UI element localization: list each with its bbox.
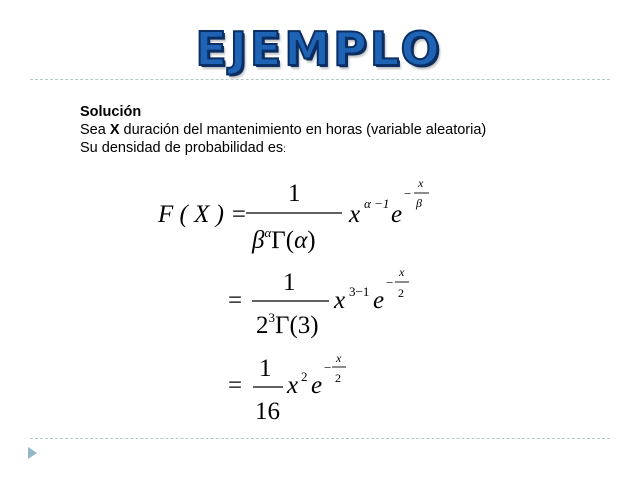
bullet-arrow-icon [28,447,37,459]
eq2-numerator: 1 [283,269,296,296]
eq2-exp-minus: − [386,275,394,290]
eq3-x: x [287,372,299,399]
variable-symbol: X [109,122,120,138]
eq3-exp-minus: − [324,360,332,375]
variable-prefix: Sea [80,122,110,138]
eq2-exp-denominator: 2 [398,286,404,300]
eq2-equals: = [228,287,243,314]
density-intro-text: Su densidad de probabilidad es [80,140,284,156]
eq2-e: e [373,287,385,314]
eq2-x-exponent: 3−1 [349,284,370,299]
eq1-e: e [391,201,403,228]
eq1-exp-minus: − [404,186,412,201]
eq1-exp-numerator: x [418,176,424,190]
eq3-equals: = [228,372,243,399]
eq1-x-exponent: α −1 [364,196,390,211]
formula-lhs: F ( X ) = [158,201,248,228]
eq2-exp-numerator: x [399,265,405,279]
eq3-x-exponent: 2 [301,369,308,384]
variable-description: duración del mantenimiento en horas (variable aleatoria) [119,122,487,138]
eq1-numerator: 1 [288,180,301,207]
eq3-exp-denominator: 2 [335,371,341,385]
eq3-exp-numerator: x [336,351,342,365]
eq3-e: e [311,372,323,399]
eq2-x: x [334,287,346,314]
bottom-divider [30,438,610,439]
eq3-denominator: 16 [255,398,280,425]
eq1-exp-denominator: β [416,196,422,210]
eq1-x: x [349,201,361,228]
eq1-denominator: $\beta^\alpha\Gamma(\alpha)$ [252,225,316,254]
slide-title: EJEMPLO [195,22,443,76]
density-intro-colon: : [283,144,286,155]
solution-heading: Solución [80,104,142,120]
eq3-numerator: 1 [259,355,272,382]
eq2-denominator: $2^3\Gamma(3)$ [256,310,319,339]
